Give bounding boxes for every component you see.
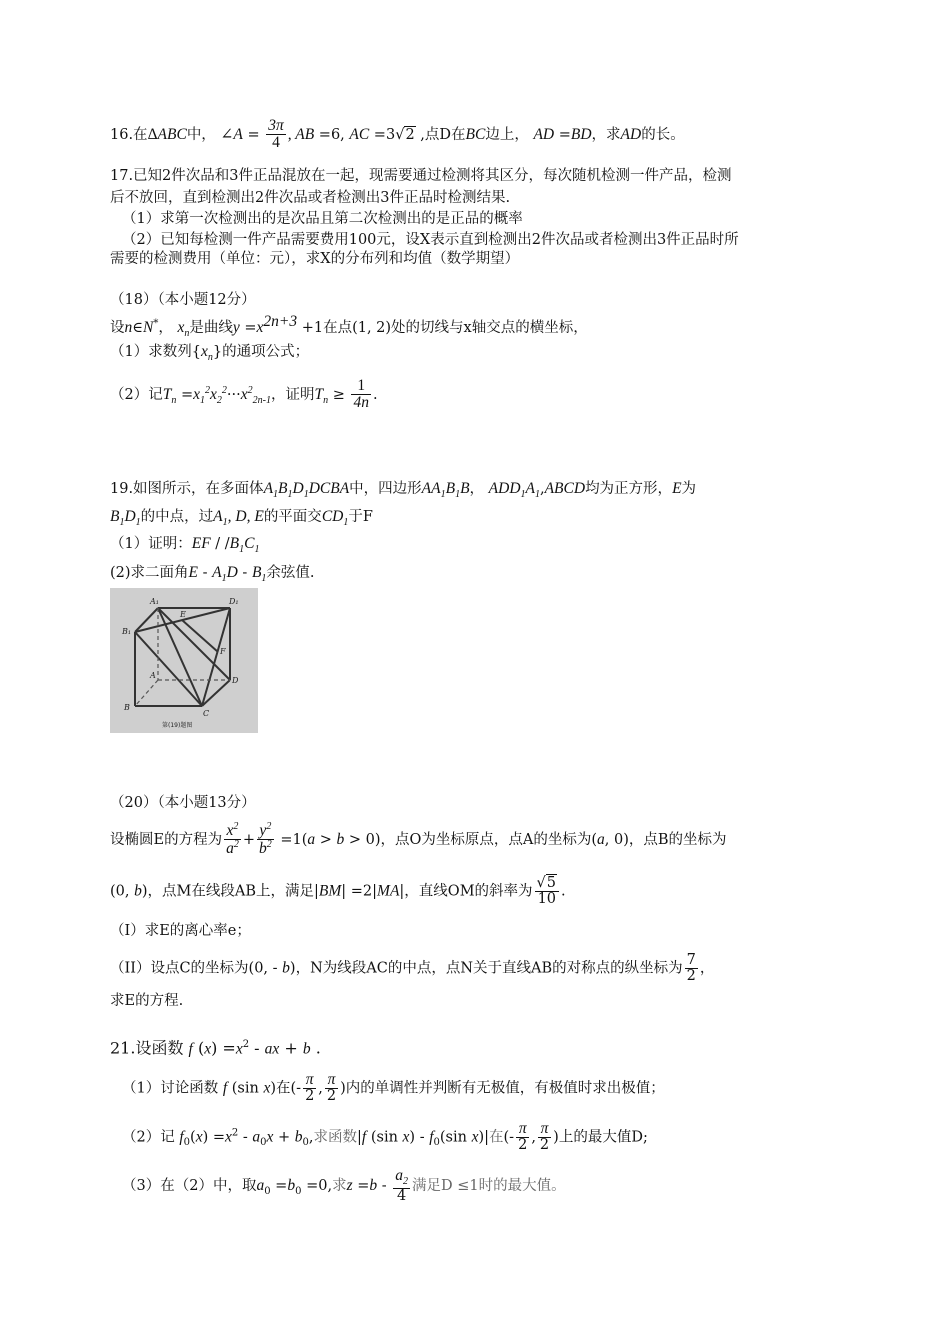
q17-line2: 后不放回，直到检测出2件次品或者检测出3件正品时检测结果. xyxy=(110,190,511,206)
q19-part1: （1）证明：EF / $/B_1C_1$ xyxy=(110,535,260,556)
label-d: D xyxy=(232,676,239,685)
q16-statement: 16.在ΔABC中， ∠A = $\frac{3\pi}{4}$ , AB =6, AC =3√2 ,点D在BC边上， AD =BD，求AD的长。 xyxy=(110,117,685,152)
q18-part2: （2）记$T_n =x_1^2x_2^2\cdot\cdot\cdot x^2_{2n-1}$，证明$T_n$ ≥ $\frac{1}{4n}$ . xyxy=(110,377,378,412)
label-d1: D₁ xyxy=(229,597,239,606)
q21-part3: （3）在（2）中，取$a_0 =b_0 =0$,求z =b - $\frac{a_2}{4}$ 满足D ≤1时的最大值。 xyxy=(122,1167,566,1204)
label-b: B xyxy=(124,703,130,712)
q17-part1: （1）求第一次检测出的是次品且第二次检测出的是正品的概率 xyxy=(122,211,523,227)
label-a1: A₁ xyxy=(150,597,159,606)
q20-part1: （I）求E的离心率e； xyxy=(110,923,251,939)
q20-line1: 设椭圆E的方程为 $\frac{x^2}{a^2}$ + $\frac{y^2}{b^2}$ =1(a > b > 0)，点O为坐标原点，点A的坐标为(a, 0)，点B的坐标为 xyxy=(110,821,727,858)
q17-line1: 17.已知2件次品和3件正品混放在一起，现需要通过检测将其区分，每次随机检测一件产品，检测 xyxy=(110,168,732,184)
label-e: E xyxy=(180,610,186,619)
q17-part2-line1: （2）已知每检测一件产品需要费用100元，设X表示直到检测出2件次品或者检测出3件正品时所 xyxy=(122,232,739,248)
figure-caption: 第(19)题图 xyxy=(162,722,193,729)
label-c: C xyxy=(203,709,210,718)
q19-figure xyxy=(110,588,258,733)
polyhedron-diagram xyxy=(110,588,258,733)
q19-line1: 19.如图所示，在多面体$A_1B_1D_1DCBA$中，四边形$AA_1B_1B$， $ADD_1A_1,ABCD$均为正方形，E为 xyxy=(110,480,697,501)
q19-part2: (2)求二面角E - $A_1D - B_1$余弦值. xyxy=(110,564,315,585)
q17-part2-line2: 需要的检测费用（单位：元），求X的分布列和均值（数学期望） xyxy=(110,251,520,267)
q21-line1: 21.设函数 f $(x) =x^2$ - ax + b . xyxy=(110,1038,321,1058)
q21-part1: （1）讨论函数 f (sin x)在(- $\frac{\pi}{2}$ , $\frac{\pi}{2}$ )内的单调性并判断有无极值，有极值时求出极值； xyxy=(122,1071,665,1105)
q20-part2-line1: （II）设点C的坐标为(0, - b)，N为线段AC的中点，点N关于直线AB的对称点的纵坐标为 $\frac{7}{2}$ ， xyxy=(110,952,715,985)
q21-part2: （2）记 $f_0(x) =x^2 - a_0x + b_0$,求函数|f (sin $x) - f_0(\sin$ x)|在(- $\frac{\pi}{2}$ , $\frac{\pi}{2}$ )上的最大值D; xyxy=(122,1120,648,1154)
label-f: F xyxy=(220,647,226,656)
q19-line2: $B_1D_1$的中点，过$A_1$, D, E的平面交$CD_1$于F xyxy=(110,508,373,529)
q20-line2: (0, b)，点M在线段AB上，满足|BM| =2|MA|，直线OM的斜率为 $\frac{√5}{10}$ . xyxy=(110,875,566,908)
q20-part2-line2: 求E的方程. xyxy=(110,993,184,1009)
label-a: A xyxy=(150,671,156,680)
q20-header: （20）（本小题13分） xyxy=(110,795,256,811)
q18-header: （18）（本小题12分） xyxy=(110,292,256,308)
q18-part1: （1）求数列$\{x_n\}$的通项公式； xyxy=(110,343,310,364)
q18-setup: 设n∈N*， $x_n$是曲线$y =x^{2n+3} +1$在点(1, 2)处的切线与x轴交点的横坐标， xyxy=(110,313,588,339)
label-b1: B₁ xyxy=(122,627,132,636)
